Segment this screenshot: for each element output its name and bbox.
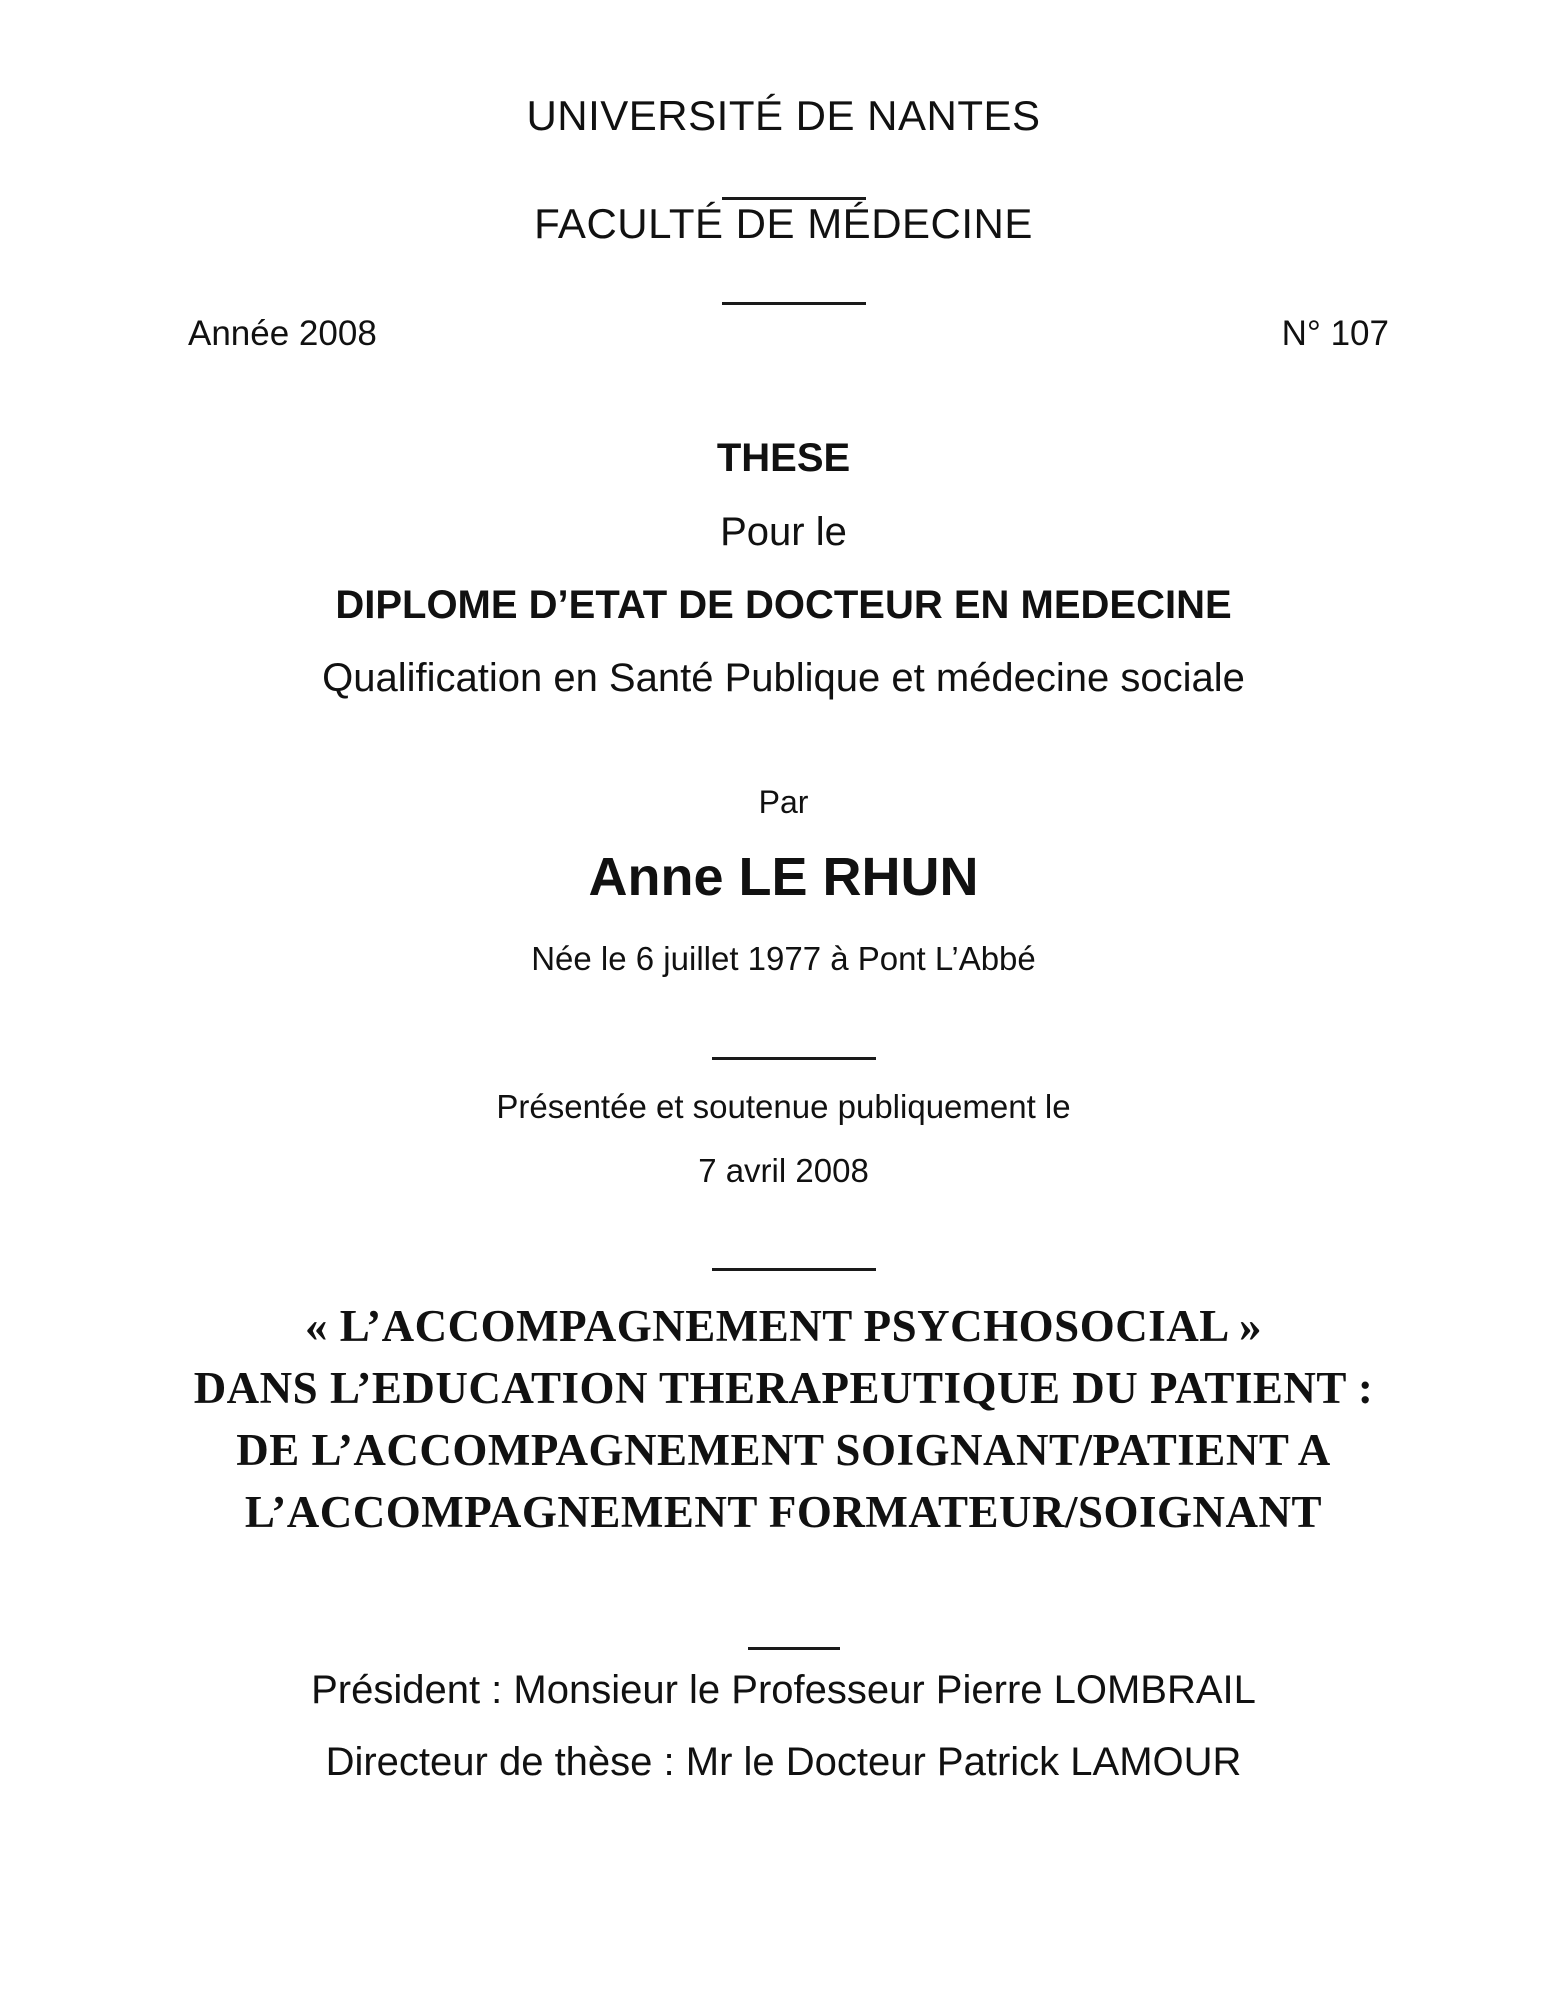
author-name: Anne LE RHUN — [588, 847, 979, 907]
thesis-for: Pour le — [720, 510, 847, 554]
thesis-label: THESE — [716, 436, 851, 480]
divider-4 — [712, 1268, 876, 1271]
qualification: Qualification en Santé Publique et médecine sociale — [322, 656, 1245, 700]
author-birth: Née le 6 juillet 1977 à Pont L’Abbé — [531, 940, 1036, 977]
by-label: Par — [758, 784, 809, 820]
thesis-title-line: L’ACCOMPAGNEMENT FORMATEUR/SOIGNANT — [244, 1487, 1323, 1537]
academic-year: Année 2008 — [188, 314, 377, 353]
jury-president: Président : Monsieur le Professeur Pierre LOMBRAIL — [311, 1668, 1256, 1712]
thesis-number: N° 107 — [1281, 314, 1389, 353]
university-name: UNIVERSITÉ DE NANTES — [526, 92, 1041, 139]
defense-date: 7 avril 2008 — [698, 1152, 869, 1189]
faculty-name: FACULTÉ DE MÉDECINE — [534, 200, 1033, 247]
defense-text: Présentée et soutenue publiquement le — [496, 1088, 1071, 1125]
divider-3 — [712, 1057, 876, 1060]
thesis-title-line: « L’ACCOMPAGNEMENT PSYCHOSOCIAL » — [304, 1301, 1263, 1351]
divider-2 — [722, 302, 866, 305]
divider-5 — [748, 1647, 840, 1650]
diploma-name: DIPLOME D’ETAT DE DOCTEUR EN MEDECINE — [335, 583, 1232, 627]
thesis-title-line: DE L’ACCOMPAGNEMENT SOIGNANT/PATIENT A — [236, 1425, 1331, 1475]
thesis-director: Directeur de thèse : Mr le Docteur Patrick LAMOUR — [325, 1740, 1242, 1784]
thesis-title-line: DANS L’EDUCATION THERAPEUTIQUE DU PATIENT : — [193, 1363, 1374, 1413]
